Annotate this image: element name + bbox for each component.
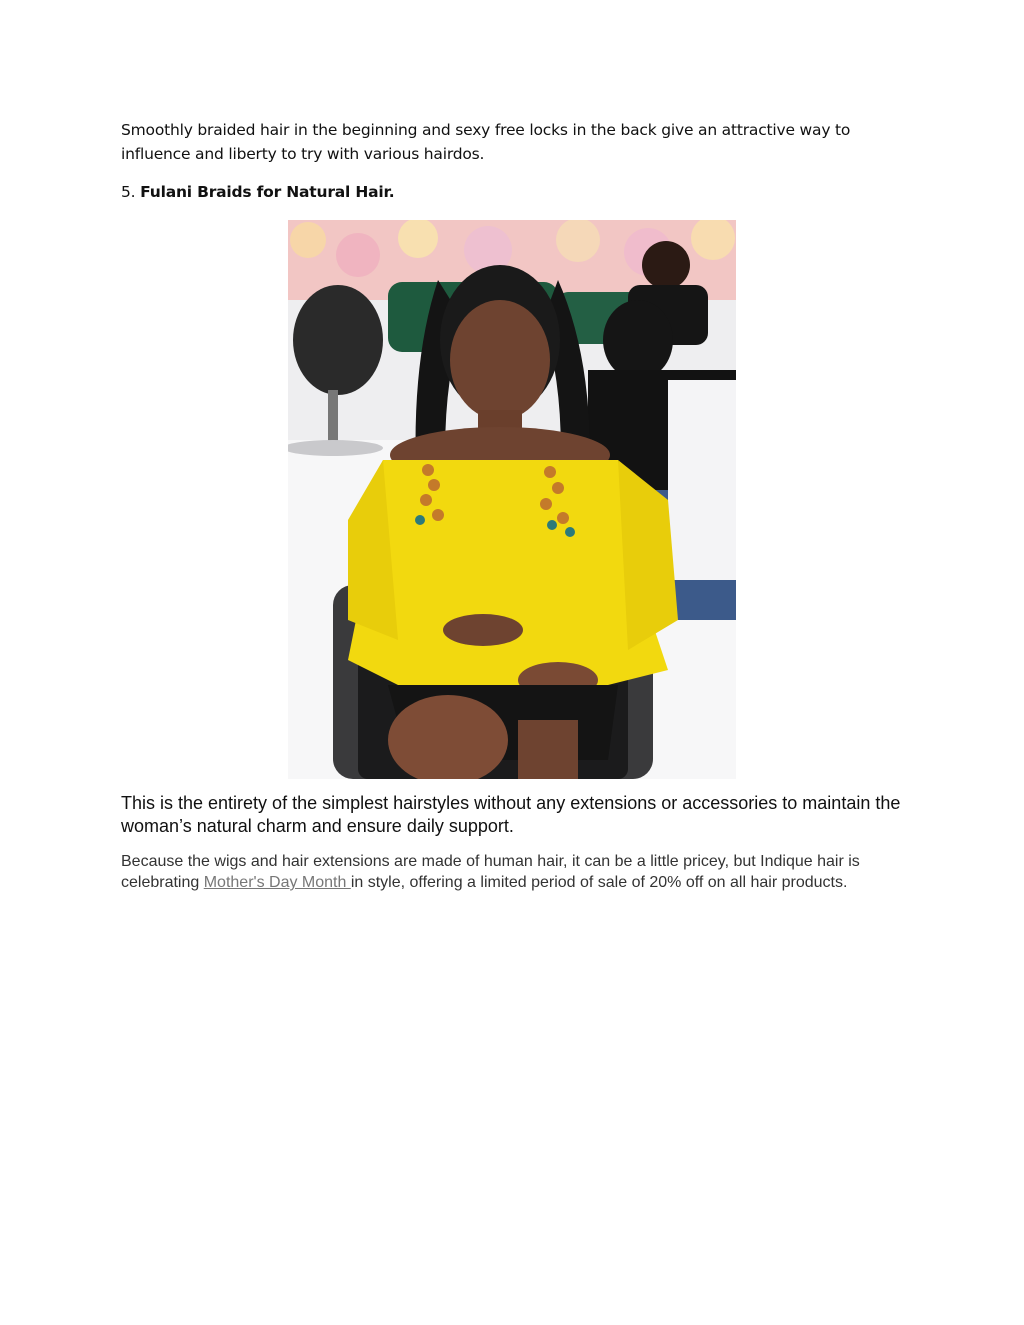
mothers-day-link[interactable]: Mother's Day Month bbox=[203, 874, 351, 891]
sale-text-after-link: in style, offering a limited period of sale of 20% off on all hair products. bbox=[350, 874, 848, 891]
sale-paragraph bbox=[121, 851, 911, 893]
section-number: 5. bbox=[121, 183, 141, 201]
sale-text-before-link: Because the wigs and hair extensions are made of human hair, it can be a little pricey, but Indique hair is celebrating bbox=[121, 853, 860, 891]
natural-charm-paragraph: This is the entirety of the simplest hairstyles without any extensions or accessories to maintain the woman’s natural charm and ensure daily support. bbox=[121, 793, 901, 836]
section-heading bbox=[121, 181, 394, 203]
fulani-braids-photo bbox=[288, 220, 736, 779]
intro-paragraph: Smoothly braided hair in the beginning and sexy free locks in the back give an attractive way to influence and liberty to try with various hairdos. bbox=[121, 121, 851, 163]
section-title: Fulani Braids for Natural Hair. bbox=[140, 183, 395, 201]
